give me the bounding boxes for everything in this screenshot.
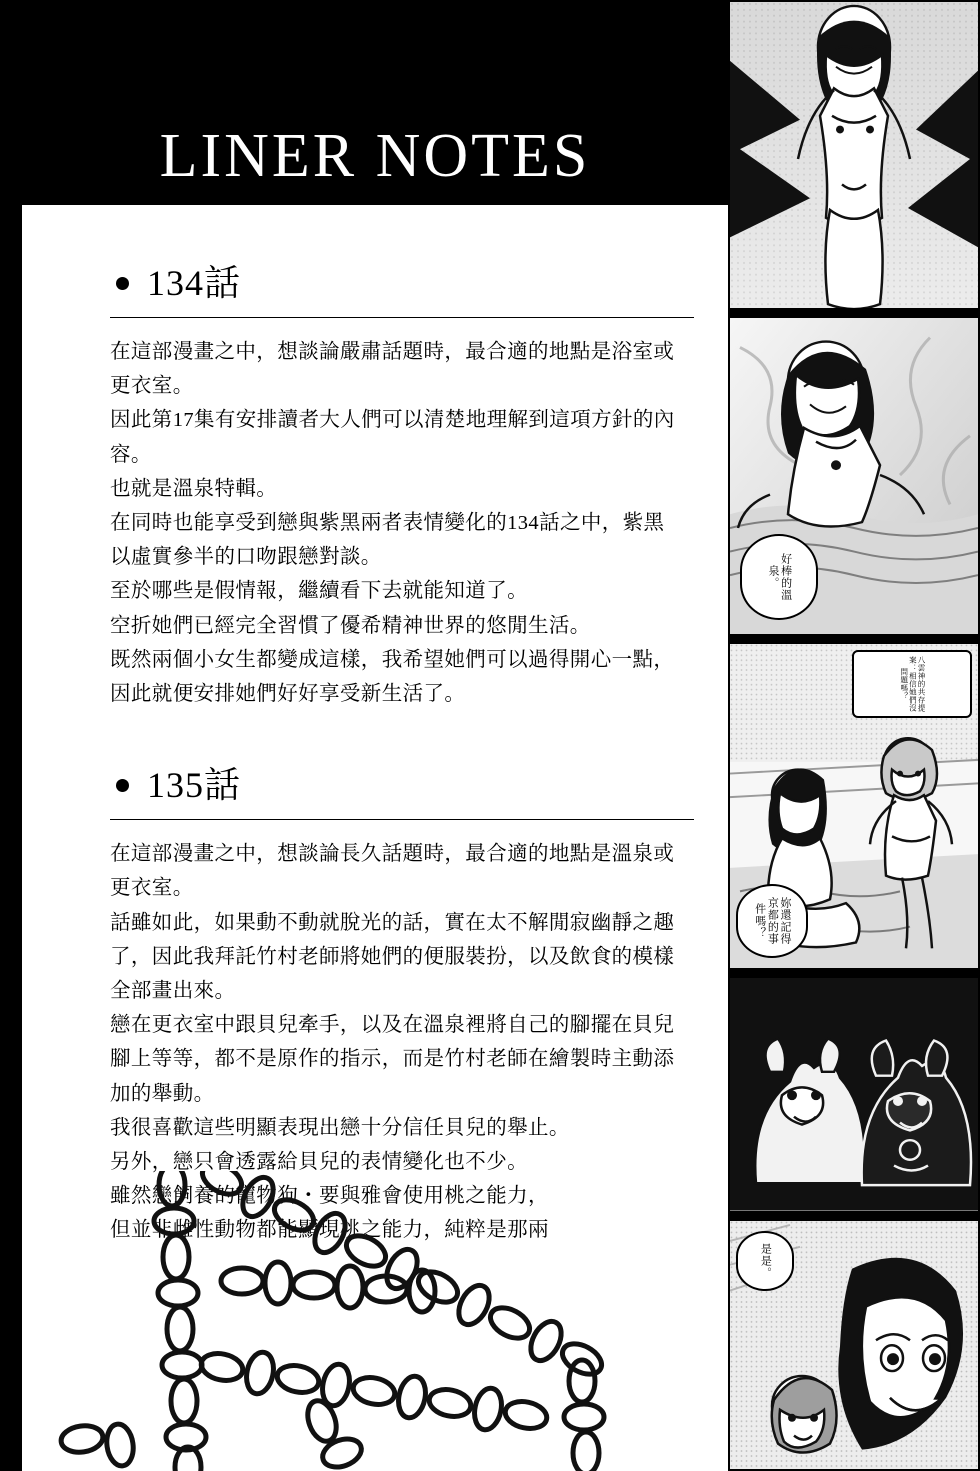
paragraph-line: 至於哪些是假情報，繼續看下去就能知道了。 [110, 580, 528, 603]
section-134-divider [110, 317, 694, 318]
panel-poolside [728, 642, 980, 970]
narration-text: 八雲神的共存提案：相信她們沒問題嗎？ [899, 656, 926, 713]
panel-closeup [728, 1219, 980, 1471]
speech-bubble [736, 884, 808, 958]
section-134-head [110, 265, 698, 311]
speech-bubble-text: 妳還記得京都的事件嗎？ [753, 897, 791, 946]
paragraph-line: 了，因此我拜託竹村老師將她們的便服裝扮，以及飲食的模樣 [110, 945, 675, 968]
paragraph-line: 話雖如此，如果動不動就脫光的話，實在太不解閒寂幽靜之趣 [110, 911, 675, 934]
paragraph-line: 戀在更衣室中跟貝兒牽手，以及在溫泉裡將自己的腳擺在貝兒 [110, 1014, 675, 1037]
speech-bubble [740, 534, 818, 620]
paragraph-line: 因此就便安排她們好好享受新生活了。 [110, 683, 466, 706]
paragraph-line: 在同時也能享受到戀與紫黑兩者表情變化的134話之中，紫黑 [110, 512, 665, 535]
comic-strip [728, 0, 980, 1471]
section-135-divider [110, 819, 694, 820]
speech-bubble-text: 好棒的溫泉。 [767, 553, 792, 602]
paragraph-line: 更衣室。 [110, 877, 194, 900]
paragraph-line: 也就是溫泉特輯。 [110, 477, 278, 500]
bullet-icon [116, 779, 129, 792]
notes-column [22, 205, 728, 1471]
section-134 [110, 265, 698, 711]
speech-bubble [736, 1231, 794, 1291]
paragraph-line: 以虛實參半的口吻跟戀對談。 [110, 546, 382, 569]
paragraph-line: 因此第17集有安排讀者大人們可以清楚地理解到這項方針的內 [110, 409, 675, 432]
page-spine [0, 0, 22, 1471]
panel-standing-figure [728, 0, 980, 310]
bullet-icon [116, 277, 129, 290]
paragraph-line: 更衣室。 [110, 375, 194, 398]
paragraph-line: 我很喜歡這些明顯表現出戀十分信任貝兒的舉止。 [110, 1116, 570, 1139]
panel-beasts [728, 976, 980, 1213]
paragraph-line: 但並非雌性動物都能顯現桃之能力，純粹是那兩 [110, 1219, 549, 1242]
paragraph-line: 全部畫出來。 [110, 980, 236, 1003]
paragraph-line: 在這部漫畫之中，想談論長久話題時，最合適的地點是溫泉或 [110, 843, 675, 866]
speech-bubble-text: 是是。 [759, 1242, 772, 1279]
paragraph-line: 另外，戀只會透露給貝兒的表情變化也不少。 [110, 1151, 528, 1174]
section-135-title: 135話 [147, 765, 242, 806]
section-134-title: 134話 [147, 263, 242, 303]
paragraph-line: 腳上等等，都不是原作的指示，而是竹村老師在繪製時主動添 [110, 1048, 675, 1071]
section-135-head [110, 767, 698, 813]
paragraph-line: 加的舉動。 [110, 1082, 215, 1105]
paragraph-line: 空折她們已經完全習慣了優希精神世界的悠閒生活。 [110, 614, 591, 637]
narration-box [852, 650, 972, 718]
panel-hot-spring [728, 316, 980, 636]
paragraph-line: 雖然戀飼養的寵物狗・要與雅會使用桃之能力， [110, 1185, 549, 1208]
paragraph-line: 容。 [110, 443, 152, 466]
paragraph-line: 在這部漫畫之中，想談論嚴肅話題時，最合適的地點是浴室或 [110, 341, 675, 363]
title-banner [22, 0, 728, 205]
section-135 [110, 767, 698, 1247]
paragraph-line: 既然兩個小女生都變成這樣，我希望她們可以過得開心一點， [110, 648, 675, 671]
page-title: LINER NOTES [159, 122, 591, 190]
